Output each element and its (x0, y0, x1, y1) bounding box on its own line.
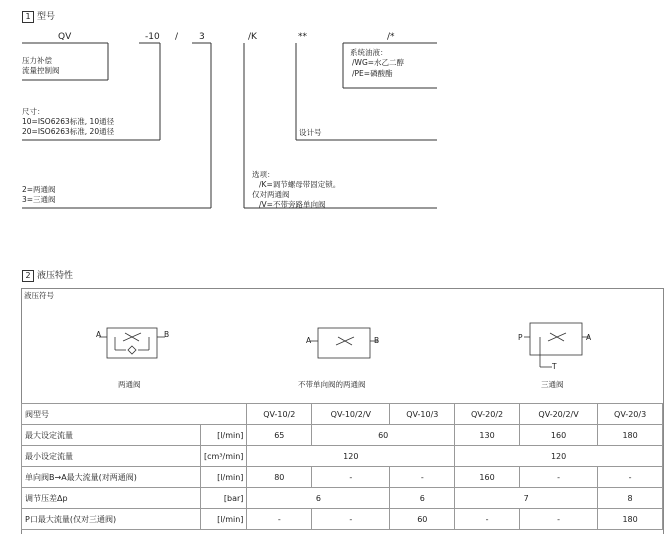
table-cell: 80 (247, 467, 312, 488)
section-1-number: 1 (22, 11, 34, 23)
row-unit: [l/min] (201, 467, 247, 488)
table-cell: 130 (455, 425, 520, 446)
desc-opt-only: 仅对两通阀 (252, 190, 290, 199)
row-label: 调节压差Δp (22, 488, 201, 509)
hydraulic-data-table (21, 403, 663, 530)
desc-qv-line2: 流量控制阀 (22, 66, 60, 75)
desc-qv-line1: 压力补偿 (22, 56, 52, 65)
desc-fluid-wg: /WG=水乙二醇 (352, 58, 405, 67)
section-1-title: 型号 (37, 12, 56, 22)
sym1-caption: 两通阀 (118, 380, 141, 389)
table-cell: - (390, 467, 455, 488)
model-header: QV-20/3 (598, 404, 663, 425)
desc-ways-3: 3=三通阀 (22, 195, 56, 204)
table-cell: - (598, 467, 663, 488)
desc-fluid-title: 系统油液： (350, 48, 388, 57)
table-cell: 120 (455, 446, 663, 467)
symbol-two-way-valve (95, 325, 175, 365)
table-row (22, 488, 663, 509)
table-cell: 120 (247, 446, 455, 467)
panel-title: 液压符号 (24, 291, 54, 300)
table-cell: 180 (598, 509, 663, 530)
table-cell: 6 (247, 488, 390, 509)
desc-size-title: 尺寸： (22, 107, 45, 116)
table-row (22, 509, 663, 530)
desc-opt-title: 选项： (252, 170, 275, 179)
table-cell: 160 (519, 425, 597, 446)
desc-opt-v: /V=不带旁路单向阀 (259, 200, 326, 209)
code-qv: QV (58, 32, 72, 42)
table-cell: 8 (598, 488, 663, 509)
symbol-three-way-valve (518, 320, 598, 370)
table-row (22, 425, 663, 446)
table-cell: 60 (390, 509, 455, 530)
table-cell: - (312, 467, 390, 488)
row-unit: [cm³/min] (201, 446, 247, 467)
row-label: 最大设定流量 (22, 425, 201, 446)
sym3-port-t: T (552, 362, 557, 371)
table-cell: 160 (455, 467, 520, 488)
table-row (22, 467, 663, 488)
sym3-port-p: P (518, 333, 523, 342)
table-cell: - (519, 509, 597, 530)
code-size: -10 (145, 32, 160, 42)
row-label: 单向阀B→A最大流量(对两通阀) (22, 467, 201, 488)
row-unit: [bar] (201, 488, 247, 509)
row-label: P口最大流量(仅对三通阀) (22, 509, 201, 530)
row-unit: [l/min] (201, 509, 247, 530)
row-unit: [l/min] (201, 425, 247, 446)
table-cell: 65 (247, 425, 312, 446)
desc-opt-k: /K=调节螺母带固定锁。 (259, 180, 341, 189)
table-cell: 6 (390, 488, 455, 509)
table-cell: - (455, 509, 520, 530)
row-label: 最小设定流量 (22, 446, 201, 467)
desc-design: 设计号 (299, 128, 322, 137)
table-cell: 7 (455, 488, 598, 509)
desc-size-20: 20=ISO6263标准, 20通径 (22, 127, 115, 136)
model-header: QV-10/2/V (312, 404, 390, 425)
code-slash: / (175, 32, 179, 42)
table-cell: - (312, 509, 390, 530)
code-fluid: /* (387, 32, 395, 42)
table-cell: - (519, 467, 597, 488)
sym3-port-a: A (586, 333, 592, 342)
table-cell: - (247, 509, 312, 530)
desc-size-10: 10=ISO6263标准, 10通径 (22, 117, 115, 126)
sym2-caption: 不带单向阀的两通阀 (298, 380, 366, 389)
code-option: /K (248, 32, 257, 42)
table-header-row (22, 404, 663, 425)
model-header: QV-10/3 (390, 404, 455, 425)
section-2-title: 液压特性 (37, 271, 74, 281)
desc-ways-2: 2=两通阀 (22, 185, 56, 194)
code-ways: 3 (199, 32, 205, 42)
sym1-port-b: B (164, 330, 170, 339)
model-header: QV-20/2/V (519, 404, 597, 425)
table-cell: 180 (598, 425, 663, 446)
table-header-label: 阀型号 (22, 404, 247, 425)
sym3-caption: 三通阀 (541, 380, 564, 389)
sym2-port-b: B (374, 336, 380, 345)
section-2-number: 2 (22, 270, 34, 282)
table-cell: 60 (312, 425, 455, 446)
section-2-header (22, 268, 73, 282)
desc-fluid-pe: /PE=磷酸酯 (352, 69, 393, 78)
model-header: QV-10/2 (247, 404, 312, 425)
sym1-port-a: A (96, 330, 102, 339)
sym2-port-a: A (306, 336, 312, 345)
table-row (22, 446, 663, 467)
model-header: QV-20/2 (455, 404, 520, 425)
code-series: ** (298, 32, 307, 42)
